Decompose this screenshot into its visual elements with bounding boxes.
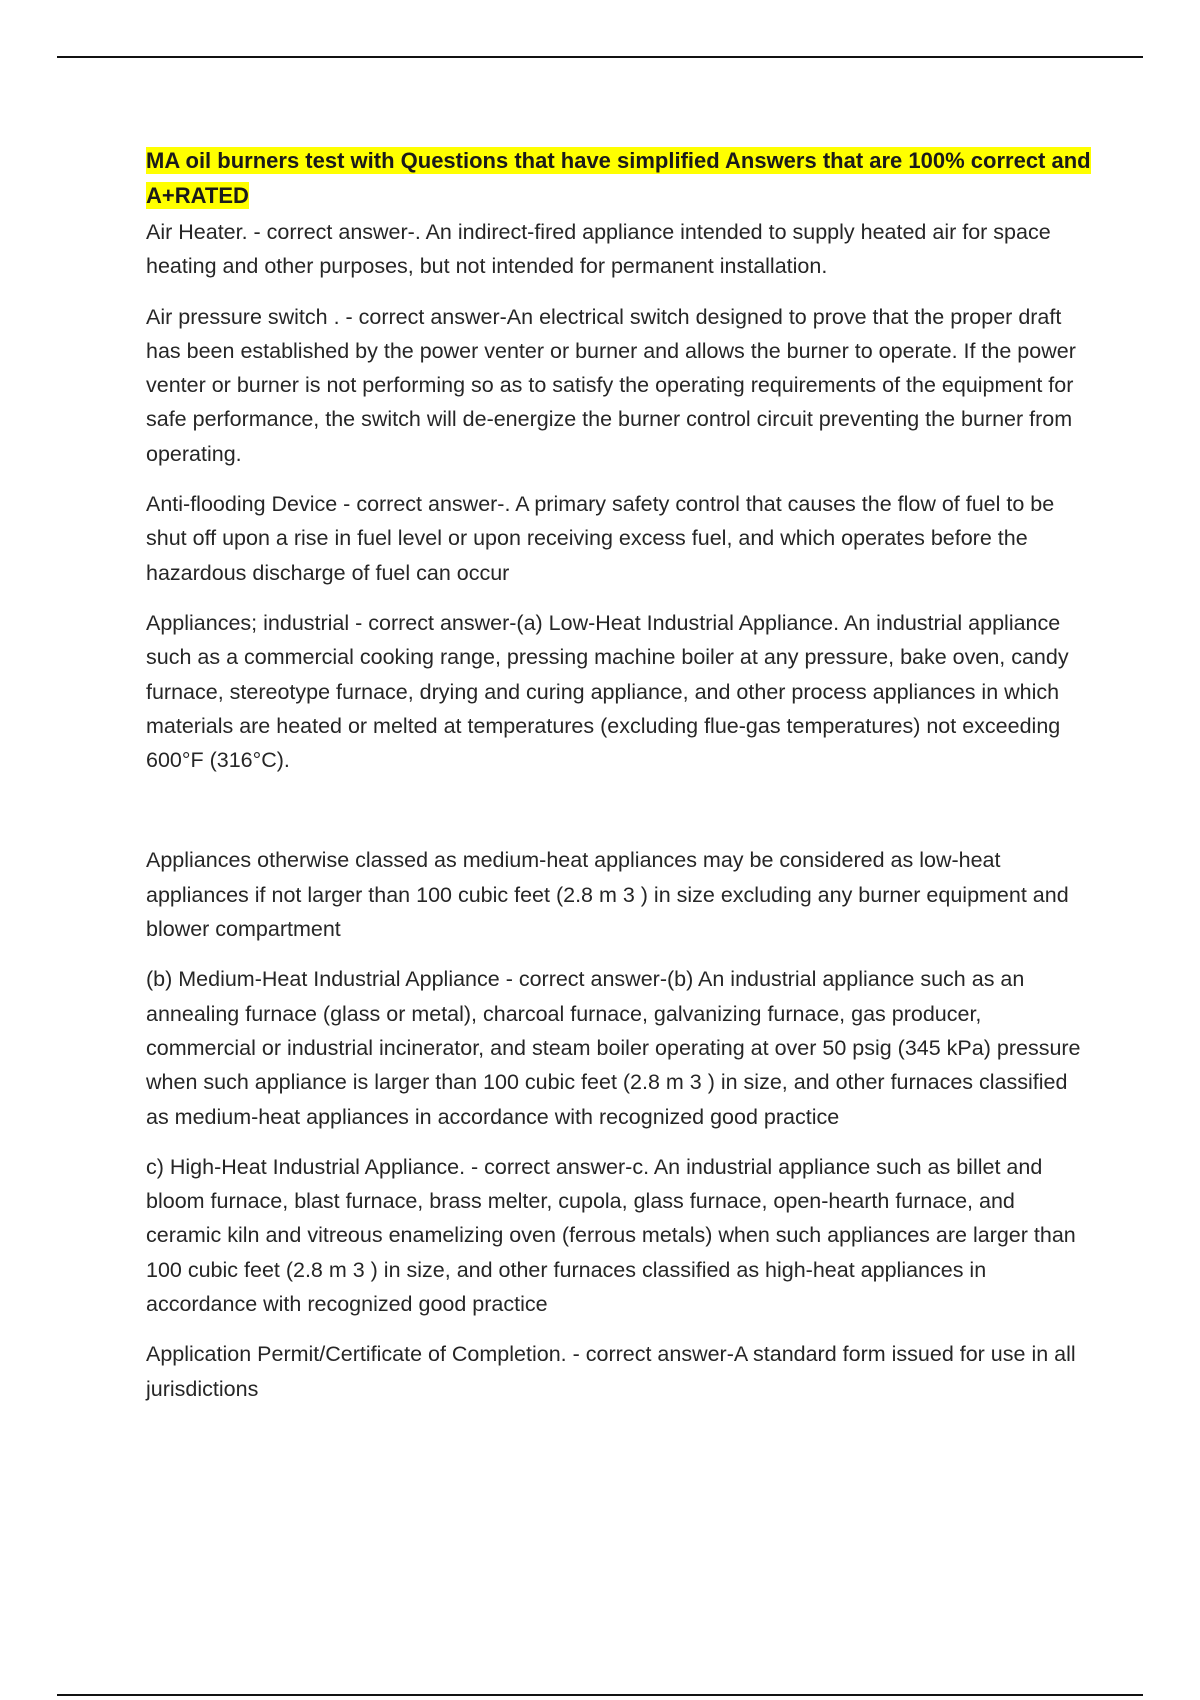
document-body [146, 144, 1094, 1422]
entry-medium-heat-industrial-appliance: (b) Medium-Heat Industrial Appliance - correct answer-(b) An industrial appliance such as an annealing furnace (glass or metal), charcoal furnace, galvanizing furnace, gas producer, commercial or industrial incinerator, and steam boiler operating at over 50 psig (345 kPa) pressure when such appliance is larger than 100 cubic feet (2.8 m 3 ) in size, and other furnaces classified as medium-heat appliances in accordance with recognized good practice [146, 967, 1081, 1129]
entry-application-permit: Application Permit/Certificate of Completion. - correct answer-A standard form issued for use in all jurisdictions [146, 1342, 1076, 1401]
bottom-rule [57, 1694, 1143, 1696]
entry-anti-flooding-device: Anti-flooding Device - correct answer-. A primary safety control that causes the flow of fuel to be shut off upon a rise in fuel level or upon receiving excess fuel, and which operates before the hazardous discharge of fuel can occur [146, 492, 1055, 585]
highlighted-title-text: MA oil burners test with Questions that have simplified Answers that are 100% correct and A+RATED [146, 148, 1091, 208]
entry-air-heater: Air Heater. - correct answer-. An indirect-fired appliance intended to supply heated air for space heating and other purposes, but not intended for permanent installation. [146, 220, 1051, 279]
entry-appliances-industrial: Appliances; industrial - correct answer-(a) Low-Heat Industrial Appliance. An industrial appliance such as a commercial cooking range, pressing machine boiler at any pressure, bake oven, candy furnace, stereotype furnace, drying and curing appliance, and other process appliances in which materials are heated or melted at temperatures (excluding flue-gas temperatures) not exceeding 600°F (316°C). [146, 610, 1069, 773]
top-rule [57, 56, 1143, 58]
document-title [146, 144, 1094, 213]
entry-appliances-medium-heat-note: Appliances otherwise classed as medium-heat appliances may be considered as low-heat appliances if not larger than 100 cubic feet (2.8 m 3 ) in size excluding any burner equipment and blower compartment [146, 848, 1069, 942]
entry-air-pressure-switch: Air pressure switch . - correct answer-An electrical switch designed to prove that the proper draft has been established by the power venter or burner and allows the burner to operate. If the power venter or burner is not performing so as to satisfy the operating requirements of the equipment for safe performance, the switch will de-energize the burner control circuit preventing the burner from operating. [146, 304, 1076, 466]
entry-high-heat-industrial-appliance: c) High-Heat Industrial Appliance. - correct answer-c. An industrial appliance such as billet and bloom furnace, blast furnace, brass melter, cupola, glass furnace, open-hearth furnace, and ceramic kiln and vitreous enamelizing oven (ferrous metals) when such appliances are larger than 100 cubic feet (2.8 m 3 ) in size, and other furnaces classified as high-heat appliances in accordance with recognized good practice [146, 1154, 1076, 1317]
